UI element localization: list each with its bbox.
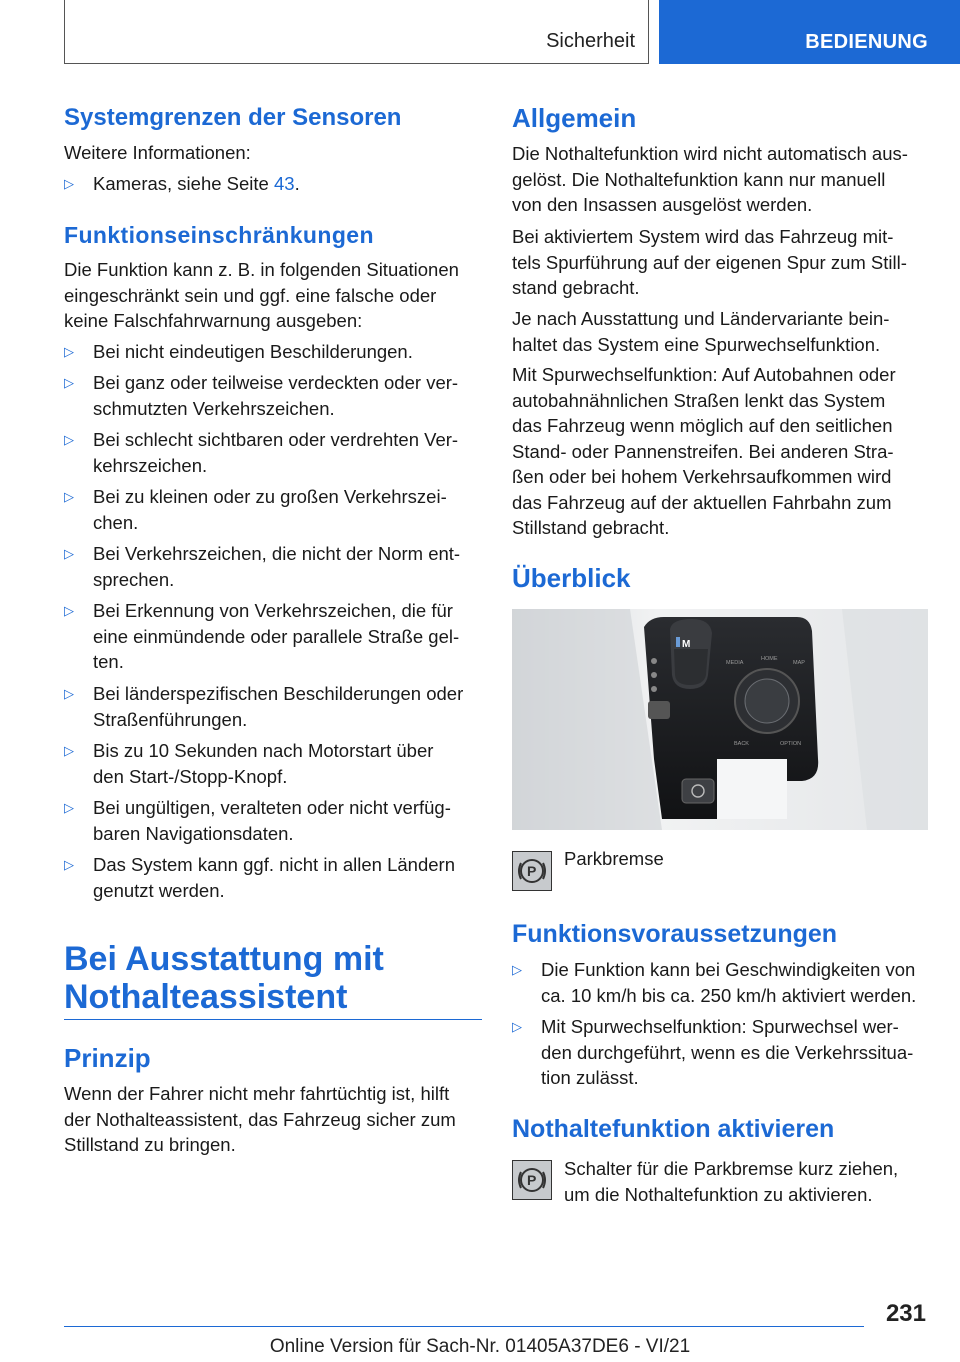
heading-activate: Nothaltefunktion aktivieren <box>512 1115 835 1143</box>
svg-text:BACK: BACK <box>734 741 749 747</box>
header-tab-label: BEDIENUNG <box>805 31 928 53</box>
footer-version-text: Online Version für Sach-Nr. 01405A37DE6 - VI/21 <box>269 1336 691 1357</box>
bullet-triangle-icon: ▷ <box>512 962 522 977</box>
center-console-photo <box>512 609 928 830</box>
sensors-intro: Weitere Informationen: <box>64 142 251 163</box>
parking-brake-icon <box>512 851 552 891</box>
svg-text:P: P <box>527 1172 537 1188</box>
parking-brake-icon-2 <box>512 1160 552 1200</box>
general-paragraph-3: Je nach Ausstattung und Ländervariante bein- haltet das System eine Spurwechselfunktion. <box>512 308 890 355</box>
bullet-triangle-icon: ▷ <box>64 546 74 561</box>
header-tab[interactable] <box>659 0 960 64</box>
svg-text:MEDIA: MEDIA <box>726 660 744 666</box>
heading-overview: Überblick <box>512 563 631 593</box>
list-item: ▷ Bei zu kleinen oder zu großen Verkehrszei- chen. <box>64 486 447 533</box>
list-item: ▷ Bei länderspezifischen Beschilderungen oder Straßenführungen. <box>64 683 464 730</box>
general-paragraph-4: Mit Spurwechselfunktion: Auf Autobahnen oder autobahnähnlichen Straßen lenkt das System das Fahrzeug wenn möglich auf den seitlichen Stand- oder Pannenstreifen. Bei anderen Stra- ßen oder bei hohem Verkehrsaufkommen wird das Fahrzeug auf der aktuellen Fahrbahn zum Stillstand gebracht. <box>512 364 896 538</box>
parking-brake-label: Parkbremse <box>564 848 664 869</box>
svg-text:MAP: MAP <box>793 660 805 666</box>
bullet-triangle-icon: ▷ <box>64 375 74 390</box>
list-item: ▷ Bei schlecht sichtbaren oder verdrehten Ver- kehrszeichen. <box>64 429 459 476</box>
general-paragraph-1: Die Nothaltefunktion wird nicht automatisch aus- gelöst. Die Nothaltefunktion kann nur manuell von den Insassen ausgelöst werden. <box>512 143 908 215</box>
section-divider <box>64 1019 482 1020</box>
page-link[interactable]: 43 <box>273 173 295 194</box>
heading-emergency-assistant: Bei Ausstattung mit Nothalteassistent <box>64 940 384 1016</box>
bullet-triangle-icon: ▷ <box>64 800 74 815</box>
bullet-triangle-icon: ▷ <box>64 176 74 191</box>
list-item: ▷ Bei ganz oder teilweise verdeckten oder ver- schmutzten Verkehrszeichen. <box>64 372 459 419</box>
list-item: ▷ Bei Erkennung von Verkehrszeichen, die für eine einmündende oder parallele Straße gel- ten. <box>64 600 460 672</box>
general-paragraph-2: Bei aktiviertem System wird das Fahrzeug mit- tels Spurführung auf der eigenen Spur zum Still- stand gebracht. <box>512 226 907 298</box>
bullet-triangle-icon: ▷ <box>64 603 74 618</box>
limits-intro: Die Funktion kann z. B. in folgenden Situationen eingeschränkt sein und ggf. eine falsche oder keine Falschfahrwarnung ausgeben: <box>64 259 459 331</box>
header-section-title: Sicherheit <box>546 30 635 52</box>
list-item: ▷ Die Funktion kann bei Geschwindigkeiten von ca. 10 km/h bis ca. 250 km/h aktiviert werden. <box>512 959 917 1006</box>
list-item: ▷ Das System kann ggf. nicht in allen Ländern genutzt werden. <box>64 854 455 901</box>
bullet-triangle-icon: ▷ <box>64 743 74 758</box>
list-item: ▷ Mit Spurwechselfunktion: Spurwechsel wer- den durchgeführt, wenn es die Verkehrssitua- tion zulässt. <box>512 1016 914 1088</box>
activate-text: Schalter für die Parkbremse kurz ziehen, um die Nothaltefunktion zu aktivieren. <box>564 1158 899 1205</box>
svg-text:OPTION: OPTION <box>780 741 802 747</box>
list-item: ▷ Bei nicht eindeutigen Beschilderungen. <box>64 339 413 365</box>
heading-conditions: Funktionsvoraussetzungen <box>512 920 838 948</box>
svg-text:P: P <box>527 863 537 879</box>
list-item: ▷ Bis zu 10 Sekunden nach Motorstart über den Start-/Stopp-Knopf. <box>64 740 434 787</box>
footer-divider <box>64 1326 864 1327</box>
bullet-triangle-icon: ▷ <box>64 489 74 504</box>
bullet-triangle-icon: ▷ <box>64 432 74 447</box>
list-item: ▷ Bei Verkehrszeichen, die nicht der Norm ent- sprechen. <box>64 543 461 590</box>
bullet-triangle-icon: ▷ <box>512 1019 522 1034</box>
bullet-triangle-icon: ▷ <box>64 686 74 701</box>
heading-function-limits: Funktionseinschränkungen <box>64 222 374 248</box>
page-number: 231 <box>885 1300 926 1327</box>
svg-text:M: M <box>682 639 691 650</box>
svg-text:HOME: HOME <box>761 656 778 662</box>
heading-sensor-limits: Systemgrenzen der Sensoren <box>64 104 402 131</box>
bullet-triangle-icon: ▷ <box>64 857 74 872</box>
principle-text: Wenn der Fahrer nicht mehr fahrtüchtig ist, hilft der Nothalteassistent, das Fahrzeug sicher zum Stillstand zu bringen. <box>64 1083 456 1155</box>
list-item: ▷ Kameras, siehe Seite 43. <box>64 171 300 197</box>
bullet-triangle-icon: ▷ <box>64 344 74 359</box>
heading-principle: Prinzip <box>64 1043 151 1073</box>
list-item: ▷ Bei ungültigen, veralteten oder nicht verfüg- baren Navigationsdaten. <box>64 797 451 844</box>
heading-general: Allgemein <box>512 103 637 133</box>
center-console-illustration <box>512 609 928 830</box>
